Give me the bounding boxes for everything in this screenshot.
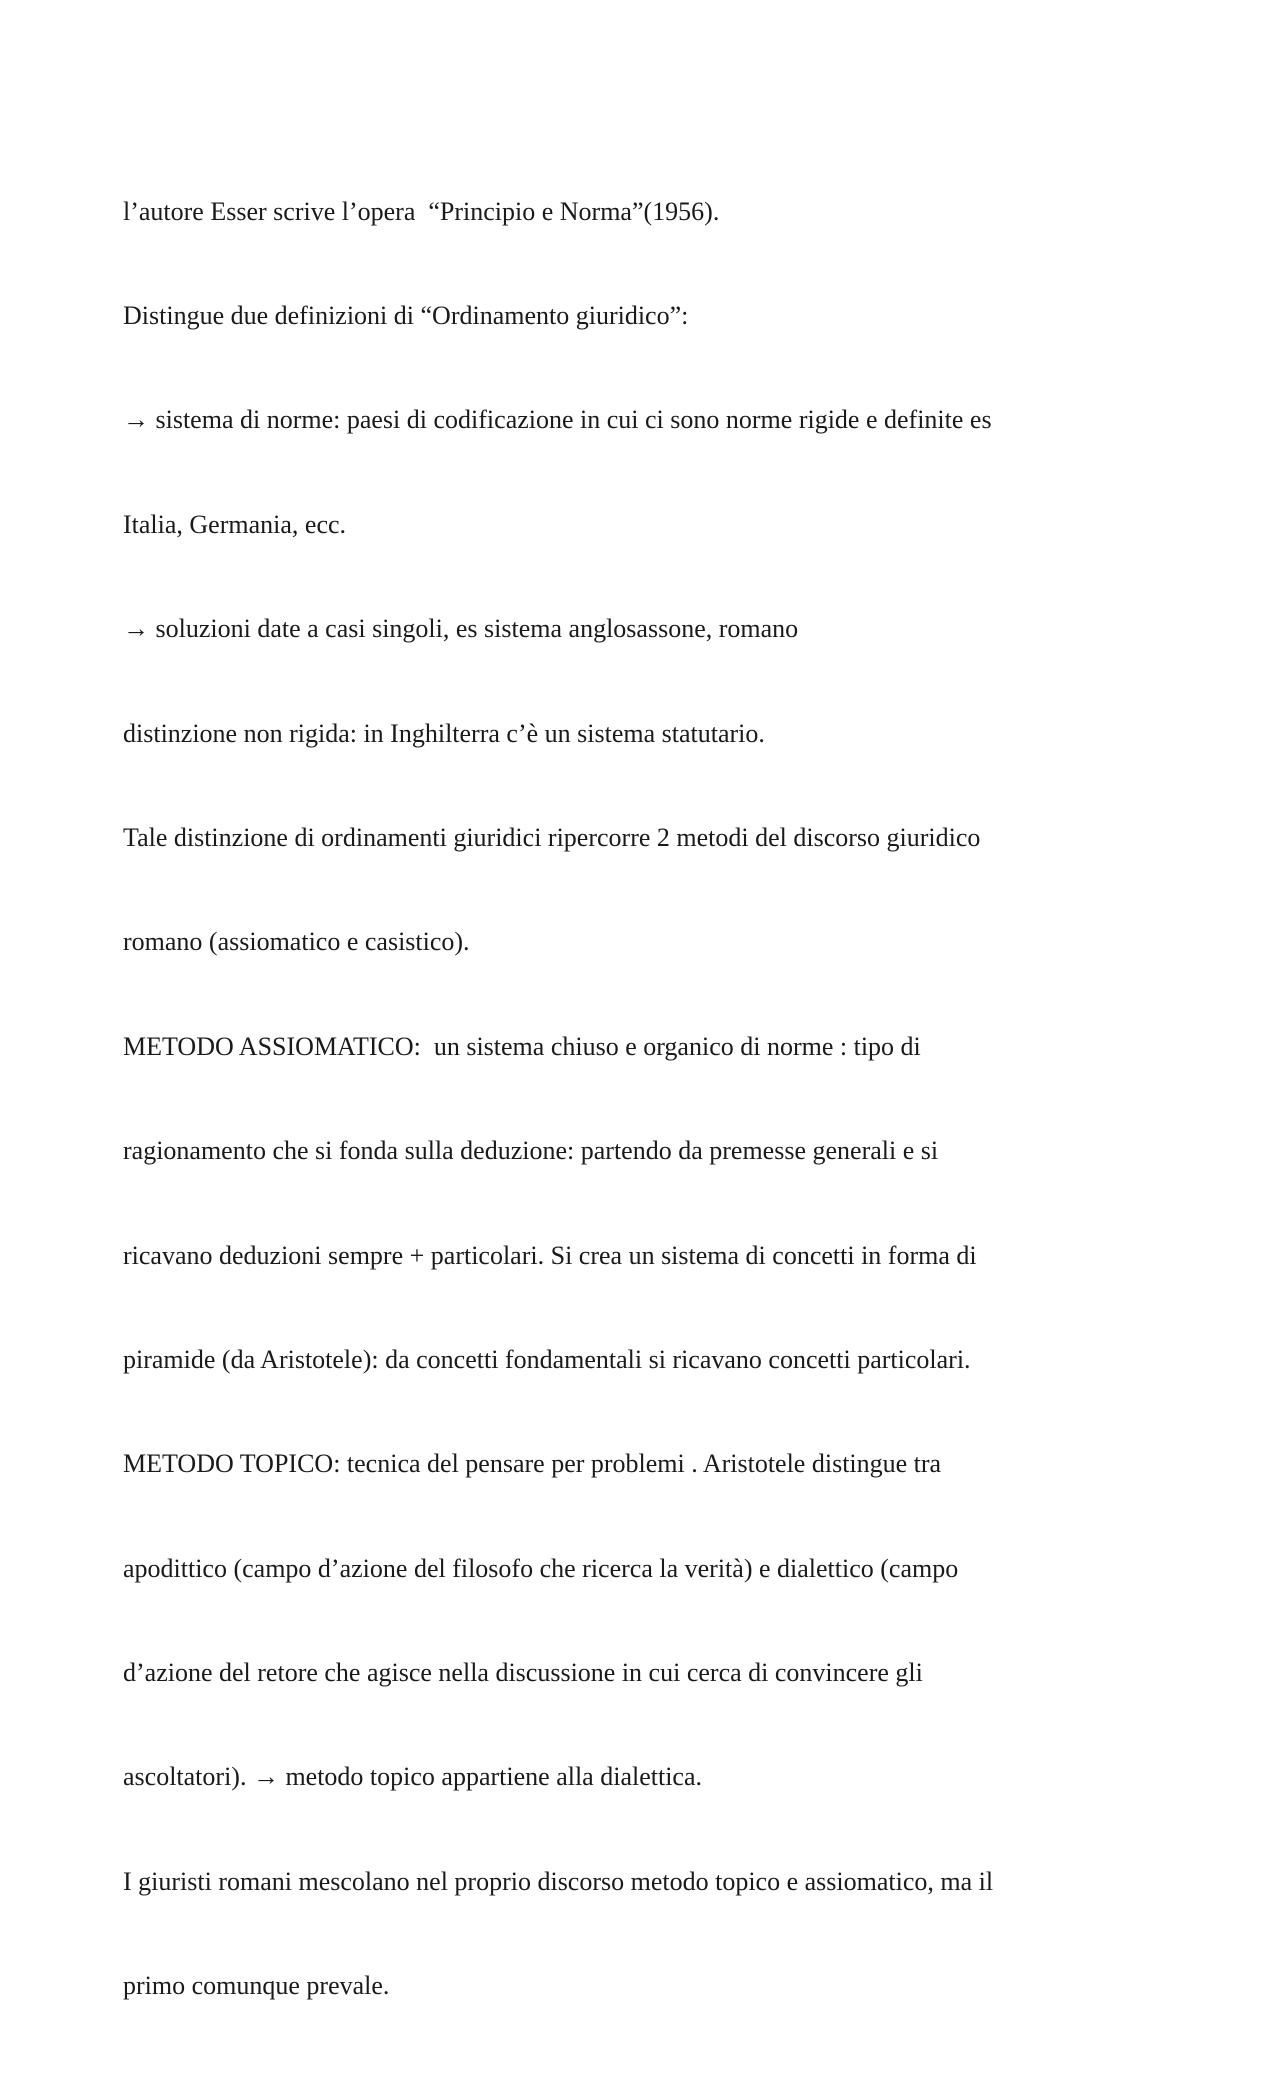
text-line: apodittico (campo d’azione del filosofo che ricerca la verità) e dialettico (campo <box>123 1553 959 1583</box>
text-line: Italia, Germania, ecc. <box>123 509 347 539</box>
text-line: romano (assiomatico e casistico). <box>123 927 470 957</box>
text-line: d’azione del retore che agisce nella discussione in cui cerca di convincere gli <box>123 1658 923 1688</box>
text-line: METODO ASSIOMATICO: un sistema chiuso e organico di norme : tipo di <box>123 1031 921 1061</box>
text-line: ascoltatori). → metodo topico appartiene alla dialettica. <box>123 1762 702 1792</box>
text-line: METODO TOPICO: tecnica del pensare per problemi . Aristotele distingue tra <box>123 1449 942 1479</box>
text-line: distinzione non rigida: in Inghilterra c’è un sistema statutario. <box>123 718 765 748</box>
text-line: ragionamento che si fonda sulla deduzione: partendo da premesse generali e si <box>123 1136 939 1166</box>
text-line: Tale distinzione di ordinamenti giuridici ripercorre 2 metodi del discorso giuridico <box>123 822 981 852</box>
text-line: l’autore Esser scrive l’opera “Principio e Norma”(1956). <box>123 196 720 226</box>
document-body <box>123 125 1173 2074</box>
text-line: I giuristi romani mescolano nel proprio discorso metodo topico e assiomatico, ma il <box>123 1866 994 1896</box>
text-line: ricavano deduzioni sempre + particolari. Si crea un sistema di concetti in forma di <box>123 1240 977 1270</box>
text-line: piramide (da Aristotele): da concetti fondamentali si ricavano concetti particolari. <box>123 1344 971 1374</box>
text-line: primo comunque prevale. <box>123 1971 390 2001</box>
text-line: Distingue due definizioni di “Ordinamento giuridico”: <box>123 300 689 330</box>
text-line: → soluzioni date a casi singoli, es sistema anglosassone, romano <box>123 614 799 644</box>
text-line: → sistema di norme: paesi di codificazione in cui ci sono norme rigide e definite es <box>123 405 992 435</box>
